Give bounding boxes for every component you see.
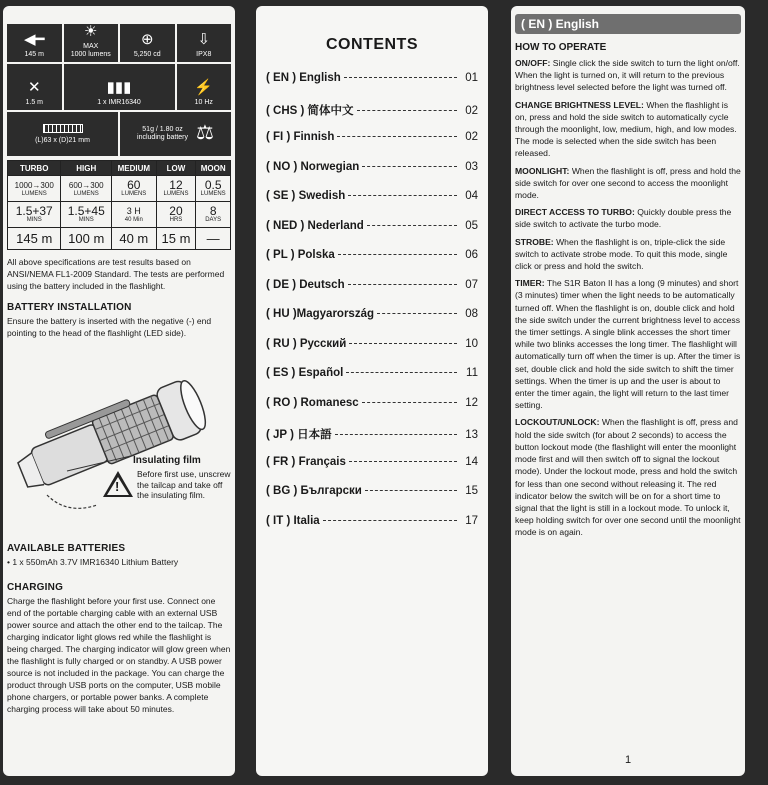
- cell-unit: LUMENS: [121, 190, 147, 197]
- cell-value: 600→300: [68, 181, 104, 190]
- charging-text: Charge the flashlight before your first use. Connect one end of the portable charging cable with an external USB power source and attach the other end to the tailcap. The charging indicator light glows red while the flashlight is being charged. The charging indicator will glow green when the flashlight is fully charged or on standby. A USB power source is not included in the package. You can charge the product through USB ports on the computer, USB mobile phone chargers, or portable power banks. A complete charging process will take about 50 minutes.: [7, 596, 231, 714]
- toc-language: ( DE ) Deutsch: [266, 278, 345, 291]
- cell-unit: LUMENS: [200, 190, 226, 197]
- toc-page: 06: [465, 249, 478, 261]
- distance-cell: 100 m: [61, 228, 112, 250]
- section-strobe: [515, 236, 741, 273]
- spec-size-weight: [7, 112, 231, 156]
- spec-max-lumens: [64, 24, 119, 62]
- toc-leader: [348, 284, 457, 285]
- exclamation-icon: !: [115, 479, 120, 494]
- toc-page: 10: [465, 337, 478, 350]
- scale-icon: ⚖: [196, 122, 214, 144]
- battery-icon: ▮▮▮: [106, 79, 132, 96]
- cell-value: 1.5+37: [15, 203, 53, 218]
- spec-value: 1000 lumens: [70, 51, 111, 58]
- runtime-cell: [61, 202, 112, 228]
- available-batteries-heading: AVAILABLE BATTERIES: [7, 543, 126, 554]
- spec-dimensions: [7, 112, 118, 156]
- mode-header: TURBO: [8, 161, 61, 176]
- section-text: When the flashlight is on, triple-click the side switch to activate strobe mode. To quit this mode, single click or press and hold the switch.: [515, 236, 728, 272]
- toc-language: ( HU )Magyarország: [266, 308, 374, 320]
- section-text: Quickly double press the side switch to activate the turbo mode.: [515, 207, 732, 230]
- section-turbo: [515, 206, 741, 230]
- toc-language: ( FI ) Finnish: [266, 131, 335, 143]
- cell-value: 60: [127, 177, 141, 192]
- spec-value: 51g / 1.80 oz: [142, 126, 183, 133]
- spec-grid: [7, 24, 231, 110]
- lumens-cell: [156, 176, 196, 202]
- toc-entry[interactable]: [266, 249, 478, 279]
- sun-icon: ☀: [84, 23, 98, 40]
- distance-cell: 15 m: [156, 228, 196, 250]
- spec-value: 1.5 m: [25, 99, 43, 106]
- toc-leader: [349, 461, 457, 462]
- toc-page: 02: [465, 131, 478, 143]
- mode-header: MOON: [196, 161, 231, 176]
- toc-language: ( PL ) Polska: [266, 249, 335, 261]
- section-title: ON/OFF:: [515, 58, 551, 68]
- toc-language: ( RU ) Русский: [266, 337, 347, 350]
- toc-leader: [362, 166, 457, 167]
- section-title: STROBE:: [515, 236, 554, 247]
- toc-entry[interactable]: [266, 220, 478, 250]
- section-timer: [515, 277, 741, 411]
- cell-value: 20: [169, 203, 183, 218]
- toc-page: 02: [465, 104, 478, 117]
- toc-entry[interactable]: [266, 397, 478, 427]
- toc-leader: [377, 313, 457, 314]
- mode-header: LOW: [156, 161, 196, 176]
- toc-entry[interactable]: [266, 308, 478, 338]
- toc-page: 04: [465, 190, 478, 202]
- section-title: CHANGE BRIGHTNESS LEVEL:: [515, 99, 644, 110]
- spec-impact: [7, 64, 62, 110]
- section-title: DIRECT ACCESS TO TURBO:: [515, 207, 635, 218]
- spec-strobe: [177, 64, 232, 110]
- toc-page: 14: [465, 455, 478, 468]
- mode-table: [7, 160, 231, 250]
- section-moonlight: [515, 165, 741, 202]
- cell-unit: 40 Min: [124, 217, 143, 223]
- toc-page: 12: [465, 396, 478, 409]
- lumens-cell: [112, 176, 157, 202]
- spec-note: including battery: [137, 134, 189, 141]
- toc-entry[interactable]: [266, 161, 478, 191]
- toc-language: ( EN ) English: [266, 72, 341, 84]
- toc-page: 15: [465, 485, 478, 497]
- spec-beam-distance: [7, 24, 62, 62]
- section-title: TIMER:: [515, 278, 545, 289]
- section-text: When the flashlight is off, press and hold the side switch for over one second to access the moonlight mode.: [515, 165, 741, 201]
- crosshair-icon: ⊕: [140, 31, 154, 48]
- lumens-cell: [8, 176, 61, 202]
- toc-page: 08: [465, 308, 478, 320]
- insulating-film-title: Insulating film: [133, 455, 201, 466]
- cell-unit: DAYS: [205, 216, 222, 223]
- cell-unit: LUMENS: [73, 191, 99, 197]
- language-header: ( EN ) English: [515, 14, 741, 34]
- contents-panel: [256, 6, 488, 776]
- spec-panel: [3, 6, 235, 776]
- spec-candela: [120, 24, 175, 62]
- table-of-contents: [266, 72, 478, 544]
- insulating-film-text: Before first use, unscrew the tailcap and take off the insulating film.: [137, 469, 231, 500]
- toc-language: ( FR ) Français: [266, 455, 346, 468]
- toc-leader: [349, 343, 457, 344]
- toc-leader: [323, 520, 457, 521]
- toc-page: 01: [465, 72, 478, 84]
- toc-language: ( BG ) Български: [266, 485, 362, 497]
- ruler-icon: [43, 124, 83, 133]
- toc-language: ( CHS ) 简体中文: [266, 104, 354, 117]
- battery-installation-heading: BATTERY INSTALLATION: [7, 302, 132, 313]
- toc-language: ( IT ) Italia: [266, 514, 320, 527]
- impact-icon: ✕: [27, 79, 41, 96]
- section-text: Single click the side switch to turn the light on/off. When the light is turned on, it will return to the previous brightness level selected before the light was turned off.: [515, 58, 740, 93]
- toc-leader: [335, 434, 457, 435]
- cell-value: 1000→300: [14, 181, 54, 190]
- spec-footnote: All above specifications are test results based on ANSI/NEMA FL1-2009 Standard. The tests are performed using the battery included in the flashlight.: [7, 257, 225, 291]
- cell-value: 12: [169, 177, 183, 192]
- toc-entry[interactable]: [266, 485, 478, 515]
- waterproof-icon: ⇩: [197, 31, 211, 48]
- cell-unit: LUMENS: [163, 190, 189, 197]
- toc-leader: [367, 225, 457, 226]
- section-text: When the flashlight is off, press and hold the side switch (for about 2 seconds) to access the button lockout mode (the flashlight will enter the moonlight mode first and will then switch off to signal the lockout mode). Under the lockout mode, press and hold the switch for less than one second without releasing it. The red indicator below the switch will be on for a short time to signal that the light is still in a lockout mode. To unlock it, keep holding switch for over one second until the moonlight mode is on again.: [515, 417, 741, 538]
- mode-header: MEDIUM: [112, 161, 157, 176]
- bolt-icon: ⚡: [194, 79, 214, 96]
- flashlight-illustration: [7, 345, 231, 533]
- toc-page: 05: [465, 219, 478, 232]
- spec-value: 1 x IMR16340: [97, 99, 141, 106]
- toc-leader: [357, 110, 457, 111]
- toc-entry[interactable]: [266, 190, 478, 220]
- spec-battery: [64, 64, 175, 110]
- section-title: LOCKOUT/UNLOCK:: [515, 417, 600, 428]
- toc-page: 13: [465, 429, 478, 441]
- section-lockout: [515, 416, 741, 538]
- cell-unit: HRS: [169, 216, 183, 223]
- toc-leader: [346, 372, 457, 373]
- toc-page: 03: [465, 160, 478, 173]
- toc-leader: [337, 136, 457, 137]
- toc-language: ( ES ) Español: [266, 367, 344, 379]
- distance-row: [8, 228, 231, 250]
- toc-entry[interactable]: [266, 338, 478, 368]
- distance-cell: 40 m: [112, 228, 157, 250]
- toc-entry[interactable]: [266, 426, 478, 456]
- cell-value: 1.5+45: [67, 203, 105, 218]
- section-text: The S1R Baton II has a long (9 minutes) and short (3 minutes) timer when the light needs to be automatically turned off. When the flashlight is on, double click and hold the side switch under the current brightness level to access the timer settings. A single blink accesses the short timer while two blinks accesses the long timer. The flashlight will automatically turn off when the timer is up. After the timer is set, double click and hold the side switch to shift the timer settings. When the timer is up and the user is about to enter the timer again, the light will return to the last timer setting.: [515, 278, 741, 411]
- contents-title: CONTENTS: [326, 36, 418, 53]
- mode-header: HIGH: [61, 161, 112, 176]
- charging-heading: CHARGING: [7, 582, 64, 593]
- spec-value: 145 m: [24, 51, 44, 58]
- distance-cell: —: [196, 228, 231, 250]
- cell-unit: MINS: [78, 216, 94, 223]
- mode-header-row: [8, 161, 231, 176]
- runtime-row: [8, 202, 231, 228]
- toc-entry[interactable]: [266, 279, 478, 309]
- cell-value: 3 H: [126, 206, 141, 216]
- section-text: When the flashlight is on, press and hold the side switch to automatically cycle through the moonlight, low, medium, high, and low modes. The mode is selected when the side switch has been released.: [515, 99, 737, 159]
- spec-weight: [120, 112, 231, 156]
- cell-unit: LUMENS: [21, 191, 47, 197]
- toc-leader: [365, 490, 457, 491]
- runtime-cell: [112, 202, 157, 228]
- spec-waterproof: [177, 24, 232, 62]
- section-title: MOONLIGHT:: [515, 165, 570, 176]
- toc-entry[interactable]: [266, 72, 478, 102]
- spec-value: 5,250 cd: [133, 51, 161, 58]
- toc-entry[interactable]: [266, 515, 478, 545]
- toc-entry[interactable]: [266, 131, 478, 161]
- battery-installation-text: Ensure the battery is inserted with the negative (-) end pointing to the head of the flashlight (LED side).: [7, 316, 212, 338]
- spec-value: (L)63 x (D)21 mm: [35, 136, 90, 144]
- available-batteries-text: • 1 x 550mAh 3.7V IMR16340 Lithium Battery: [7, 557, 179, 567]
- toc-leader: [338, 254, 457, 255]
- toc-entry[interactable]: [266, 102, 478, 132]
- spec-label: MAX: [83, 43, 99, 50]
- runtime-cell: [156, 202, 196, 228]
- toc-leader: [348, 195, 457, 196]
- cell-value: 0.5: [204, 177, 222, 192]
- toc-language: ( JP ) 日本語: [266, 429, 332, 441]
- toc-page: 07: [465, 278, 478, 291]
- toc-language: ( SE ) Swedish: [266, 190, 346, 202]
- english-panel: [511, 6, 745, 776]
- spec-value: IPX8: [196, 51, 212, 58]
- lumens-cell: [61, 176, 112, 202]
- lumens-cell: [196, 176, 231, 202]
- beam-distance-icon: ◀━: [23, 31, 45, 48]
- section-brightness: [515, 99, 741, 160]
- toc-entry[interactable]: [266, 456, 478, 486]
- toc-language: ( RO ) Romanesc: [266, 396, 359, 409]
- toc-language: ( NED ) Nederland: [266, 219, 364, 232]
- cell-unit: MINS: [26, 216, 42, 223]
- cell-value: 8: [209, 203, 217, 218]
- toc-page: 11: [466, 367, 478, 379]
- toc-language: ( NO ) Norwegian: [266, 160, 360, 173]
- lumens-row: [8, 176, 231, 202]
- toc-leader: [344, 77, 457, 78]
- how-to-operate-heading: HOW TO OPERATE: [515, 42, 607, 53]
- toc-entry[interactable]: [266, 367, 478, 397]
- section-on-off: [515, 57, 741, 94]
- distance-cell: 145 m: [8, 228, 61, 250]
- spec-value: 10 Hz: [194, 99, 213, 106]
- page-number: 1: [624, 754, 632, 766]
- flashlight-drawing: [7, 345, 231, 533]
- runtime-cell: [196, 202, 231, 228]
- toc-page: 17: [465, 514, 478, 527]
- runtime-cell: [8, 202, 61, 228]
- toc-leader: [362, 402, 457, 403]
